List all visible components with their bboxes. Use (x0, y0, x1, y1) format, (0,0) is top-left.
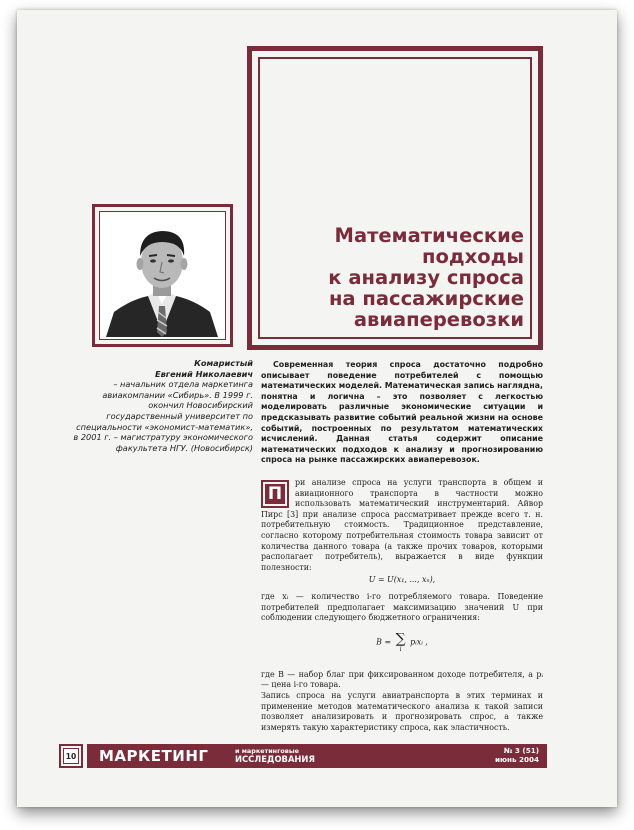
author-surname: Комаристый (194, 358, 253, 368)
drop-cap-letter: П (265, 484, 285, 504)
brand-subtitle-line1: и маркетинговые (235, 747, 299, 755)
utility-formula: U = U(x₁, ..., xₙ), (368, 575, 436, 585)
page-footer (59, 744, 547, 770)
article-lead: Современная теория спроса достаточно подробно описывает поведение потребителей с помощью математических моделей. Математическая запись наглядна, понятна и логична – это позволяет с легкостью моделировать различные экономические ситуации и предсказывать развитие событий реальной жизни на основе событий, построенных по результатом математических исчислений. Данная статья содержит описание математических подходов к анализу и прогнозированию спроса на рынке пассажирских авиаперевозок. (261, 360, 543, 465)
body-paragraph-1: ри анализе спроса на услуги транспорта в общем и авиационного транспорта в частности можно использовать математический инструментарий. Айвор Пирс [3] при анализе спроса рассматривает прежде всего т. н. потребительную стоимость. Традиционное представление, согласно которому потребительная стоимость товара зависит от количества данного товара (а также прочих товаров, которыми располагает потребитель), выражается в виде функции полезности: (261, 478, 543, 572)
author-bio: – начальник отдела маркетинга авиакомпании «Сибирь». В 1999 г. окончил Новосибирский государственный университет по специальности «экономист-математик», в 2001 г. – магистратуру экономического факультета НГУ. (Новосибирск) (73, 379, 253, 453)
issue-date: июнь 2004 (494, 754, 539, 764)
budget-formula-lhs: B = (376, 637, 392, 647)
issue-number: № 3 (51) (503, 746, 539, 755)
budget-formula (261, 632, 543, 660)
sum-index: i (399, 645, 402, 653)
sum-block (396, 632, 406, 653)
issue-info (495, 747, 539, 764)
budget-formula-rhs: pᵢxᵢ , (410, 637, 428, 647)
page-number-box (59, 744, 83, 768)
magazine-brand: МАРКЕТИНГ (99, 747, 209, 765)
sum-symbol: ∑ (395, 630, 406, 647)
author-photo-frame (92, 204, 233, 347)
author-portrait-illustration (100, 212, 223, 337)
brand-subtitle-line2: ИССЛЕДОВАНИЯ (235, 754, 315, 765)
article-body (261, 478, 543, 733)
article-title: Математические подходы к анализу спроса на пассажирские авиаперевозки (328, 224, 524, 331)
body-paragraph-4: Запись спроса на услуги авиатранспорта в этих терминах и применение методов математического анализа к такой записи позволяет анализировать и прогнозировать спрос, а также измерять такую характеристику спроса, как эластичность. (261, 690, 543, 732)
footer-bar (87, 744, 547, 768)
drop-cap (261, 480, 289, 508)
body-paragraph-3: где B — набор благ при фиксированном доходе потребителя, а pᵢ — цена i-го товара. (261, 669, 543, 690)
author-photo (99, 211, 226, 340)
author-given-names: Евгений Николаевич (155, 368, 253, 379)
author-info (73, 358, 253, 453)
magazine-page (17, 10, 617, 807)
page-number: 10 (63, 748, 79, 764)
body-paragraph-2: где xᵢ — количество i-го потребляемого товара. Поведение потребителей предполагает максимизацию значений U при соблюдении следующего бюджетного ограничения: (261, 591, 543, 623)
magazine-brand-subtitle (235, 748, 315, 764)
title-frame (247, 46, 543, 350)
